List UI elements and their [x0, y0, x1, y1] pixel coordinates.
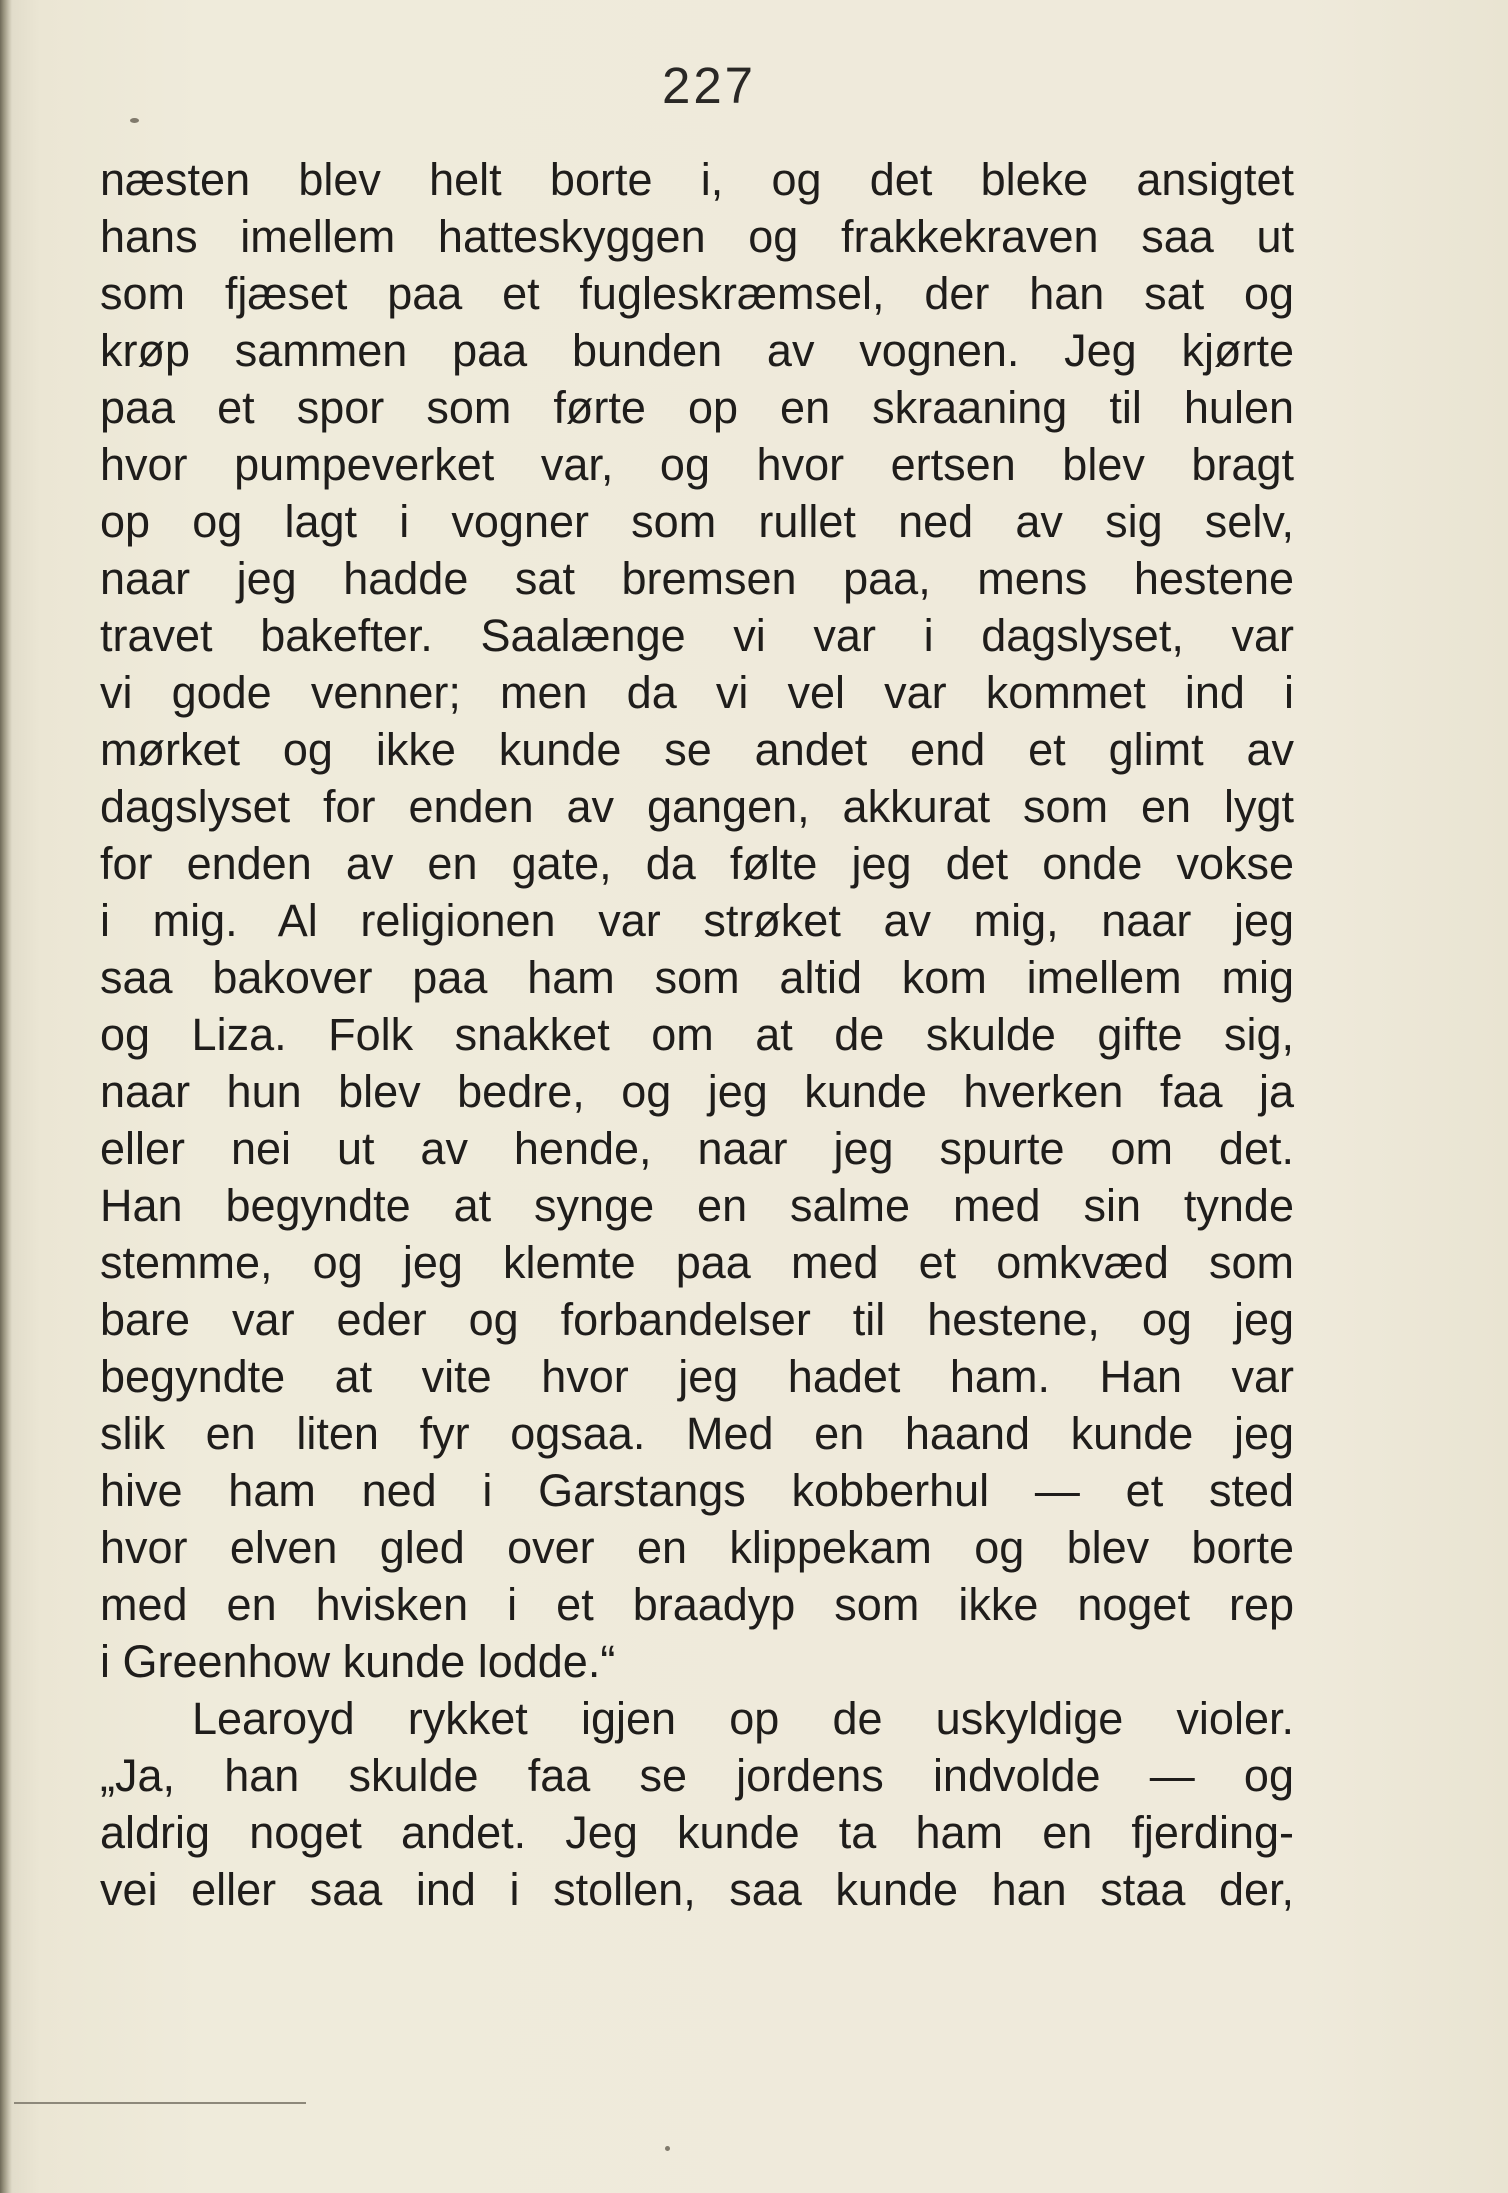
text-line: vi gode venner; men da vi vel var kommet ind i: [100, 667, 1294, 718]
text-line-paragraph-end: i Greenhow kunde lodde.“: [100, 1636, 616, 1687]
text-line: slik en liten fyr ogsaa. Med en haand kunde jeg: [100, 1408, 1294, 1459]
body-text: [100, 151, 1294, 1918]
text-line: og Liza. Folk snakket om at de skulde gifte sig,: [100, 1009, 1294, 1060]
text-line: aldrig noget andet. Jeg kunde ta ham en fjerding-: [100, 1807, 1294, 1858]
text-line: for enden av en gate, da følte jeg det onde vokse: [100, 838, 1294, 889]
binding-edge: [0, 0, 12, 2193]
text-line: eller nei ut av hende, naar jeg spurte om det.: [100, 1123, 1294, 1174]
text-line: naar jeg hadde sat bremsen paa, mens hestene: [100, 553, 1294, 604]
text-line: mørket og ikke kunde se andet end et glimt av: [100, 724, 1294, 775]
text-line: krøp sammen paa bunden av vognen. Jeg kjørte: [100, 325, 1294, 376]
print-speck: [665, 2146, 670, 2151]
text-line: naar hun blev bedre, og jeg kunde hverken faa ja: [100, 1066, 1294, 1117]
text-line: „Ja, han skulde faa se jordens indvolde — og: [100, 1750, 1294, 1801]
text-line: hive ham ned i Garstangs kobberhul — et sted: [100, 1465, 1294, 1516]
text-line: Han begyndte at synge en salme med sin tynde: [100, 1180, 1294, 1231]
text-line: begyndte at vite hvor jeg hadet ham. Han var: [100, 1351, 1294, 1402]
text-line: dagslyset for enden av gangen, akkurat som en lygt: [100, 781, 1294, 832]
text-line: op og lagt i vogner som rullet ned av sig selv,: [100, 496, 1294, 547]
text-line: i mig. Al religionen var strøket av mig, naar jeg: [100, 895, 1294, 946]
text-line: næsten blev helt borte i, og det bleke ansigtet: [100, 154, 1294, 205]
text-line: hans imellem hatteskyggen og frakkekraven saa ut: [100, 211, 1294, 262]
text-line: hvor elven gled over en klippekam og blev borte: [100, 1522, 1294, 1573]
page-number: 227: [661, 57, 757, 114]
text-line-paragraph-start: Learoyd rykket igjen op de uskyldige violer.: [192, 1693, 1294, 1744]
text-line: vei eller saa ind i stollen, saa kunde han staa der,: [100, 1864, 1294, 1915]
binding-mark: [14, 2102, 306, 2104]
print-speck: [130, 118, 139, 123]
text-line: travet bakefter. Saalænge vi var i dagslyset, var: [100, 610, 1294, 661]
text-line: med en hvisken i et braadyp som ikke noget rep: [100, 1579, 1294, 1630]
text-line: bare var eder og forbandelser til hestene, og jeg: [100, 1294, 1294, 1345]
text-line: stemme, og jeg klemte paa med et omkvæd som: [100, 1237, 1294, 1288]
text-line: hvor pumpeverket var, og hvor ertsen blev bragt: [100, 439, 1294, 490]
text-line: som fjæset paa et fugleskræmsel, der han sat og: [100, 268, 1294, 319]
text-line: saa bakover paa ham som altid kom imellem mig: [100, 952, 1294, 1003]
text-line: paa et spor som førte op en skraaning til hulen: [100, 382, 1294, 433]
